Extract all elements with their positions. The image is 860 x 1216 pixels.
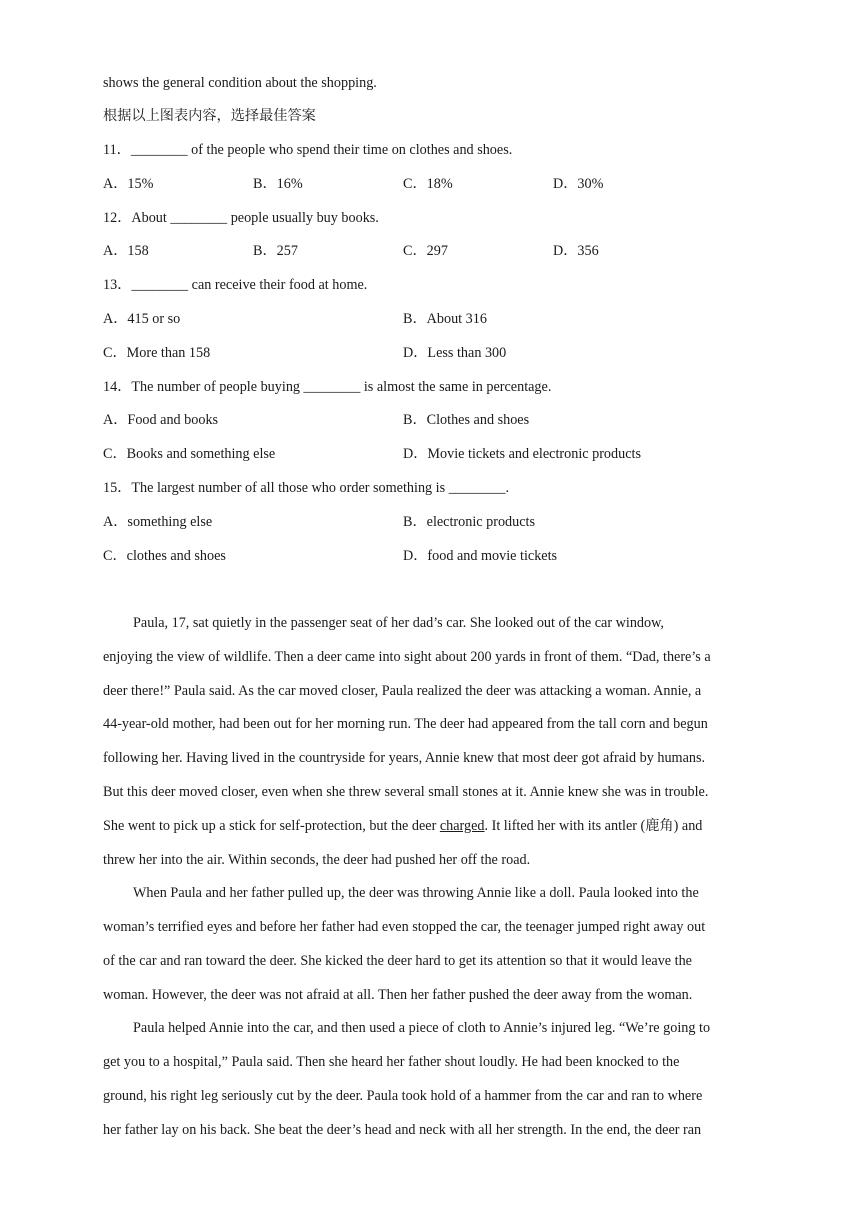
q14-option-b: B．Clothes and shoes	[403, 412, 530, 428]
q11-option-d: D．30%	[553, 176, 604, 192]
passage-p1-line: But this deer moved closer, even when she threw several small stones at it. Annie knew she was in trouble.	[103, 784, 709, 800]
passage-p3-line: Paula helped Annie into the car, and then used a piece of cloth to Annie’s injured leg. “We’re going to	[133, 1020, 711, 1036]
passage-p1-line: threw her into the air. Within seconds, the deer had pushed her off the road.	[103, 852, 531, 868]
question-12-stem: 12．About ________ people usually buy books.	[103, 210, 379, 226]
q13-option-b: B．About 316	[403, 311, 487, 327]
q14-option-c: C．Books and something else	[103, 446, 276, 462]
q12-option-d: D．356	[553, 243, 599, 259]
intro-instruction: 根据以上图表内容，选择最佳答案	[103, 108, 316, 124]
question-15-stem: 15．The largest number of all those who order something is ________.	[103, 480, 509, 496]
passage-p1-line: Paula, 17, sat quietly in the passenger seat of her dad’s car. She looked out of the car window,	[133, 615, 664, 631]
q15-option-b: B．electronic products	[403, 514, 535, 530]
passage-p2-line: woman’s terrified eyes and before her father had even stopped the car, the teenager jumped right away out	[103, 919, 706, 935]
passage-p2-line: of the car and ran toward the deer. She kicked the deer hard to get its attention so that it would leave the	[103, 953, 692, 969]
q11-option-c: C．18%	[403, 176, 453, 192]
question-14-stem: 14．The number of people buying ________ is almost the same in percentage.	[103, 379, 552, 395]
q13-option-a: A．415 or so	[103, 311, 181, 327]
passage-p2-line: When Paula and her father pulled up, the deer was throwing Annie like a doll. Paula looked into the	[133, 885, 699, 901]
underlined-word-charged: charged	[439, 818, 485, 834]
q15-option-c: C．clothes and shoes	[103, 548, 226, 564]
q13-option-d: D．Less than 300	[403, 345, 507, 361]
q12-option-c: C．297	[403, 243, 448, 259]
question-11-stem: 11．________ of the people who spend their time on clothes and shoes.	[103, 142, 513, 158]
q11-option-a: A．15%	[103, 176, 154, 192]
passage-p3-line: get you to a hospital,” Paula said. Then she heard her father shout loudly. He had been knocked to the	[103, 1054, 680, 1070]
passage-p1-line: deer there!” Paula said. As the car moved closer, Paula realized the deer was attacking a woman. Annie, a	[103, 683, 702, 699]
passage-p2-line: woman. However, the deer was not afraid at all. Then her father pushed the deer away from the woman.	[103, 987, 693, 1003]
q13-option-c: C．More than 158	[103, 345, 211, 361]
passage-p1-line-7	[103, 816, 702, 836]
text-segment: She went to pick up a stick for self-protection, but the deer	[103, 818, 440, 834]
q12-option-b: B．257	[253, 243, 298, 259]
passage-p1-line: enjoying the view of wildlife. Then a deer came into sight about 200 yards in front of them. “Dad, there’s a	[103, 649, 711, 665]
q15-option-d: D．food and movie tickets	[403, 548, 558, 564]
q12-option-a: A．158	[103, 243, 149, 259]
q15-option-a: A．something else	[103, 514, 213, 530]
passage-p3-line: her father lay on his back. She beat the deer’s head and neck with all her strength. In the end, the deer ran	[103, 1122, 702, 1138]
passage-p1-line: 44-year-old mother, had been out for her morning run. The deer had appeared from the tall corn and begun	[103, 716, 708, 732]
q14-option-d: D．Movie tickets and electronic products	[403, 446, 641, 462]
passage-p1-line: following her. Having lived in the countryside for years, Annie knew that most deer got afraid by humans.	[103, 750, 706, 766]
text-segment: . It lifted her with its antler (鹿角) and	[484, 818, 703, 834]
question-13-stem: 13．________ can receive their food at home.	[103, 277, 368, 293]
passage-p3-line: ground, his right leg seriously cut by the deer. Paula took hold of a hammer from the car and ran to where	[103, 1088, 703, 1104]
q11-option-b: B．16%	[253, 176, 303, 192]
q14-option-a: A．Food and books	[103, 412, 219, 428]
intro-line-1: shows the general condition about the shopping.	[103, 75, 377, 91]
